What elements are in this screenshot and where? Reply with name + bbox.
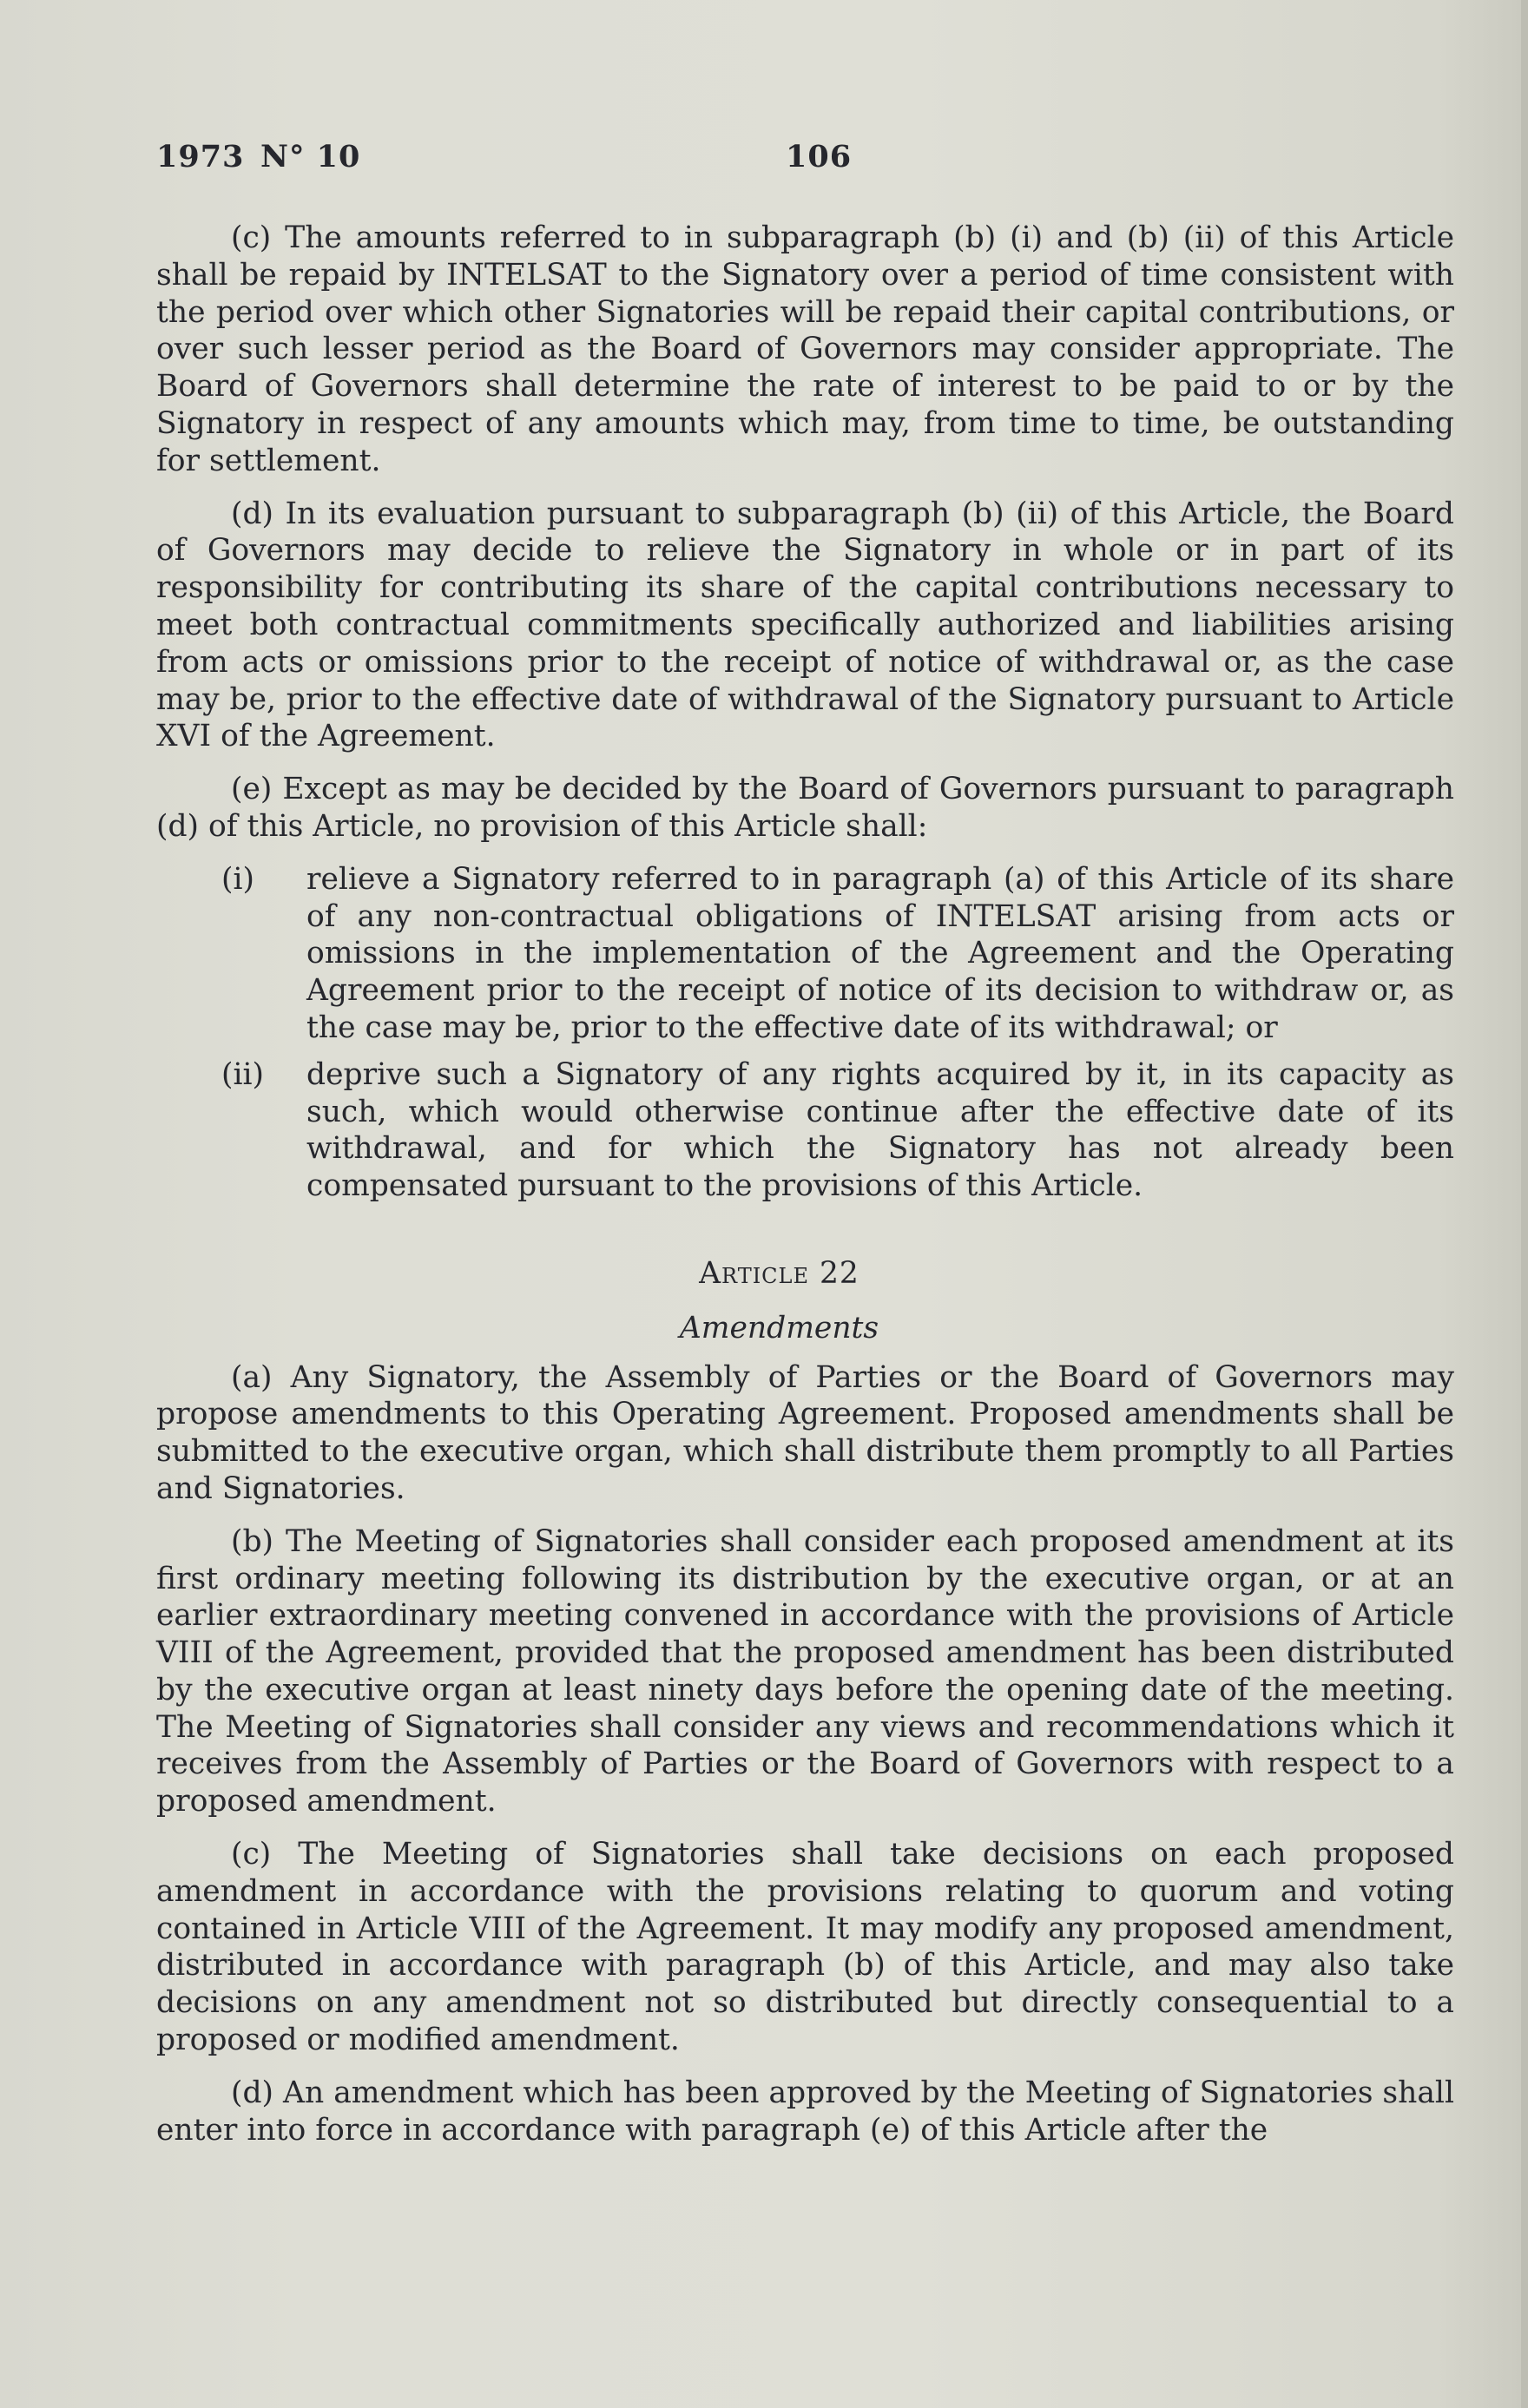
paragraph-d: (d) In its evaluation pursuant to subparagraph (b) (ii) of this Article, the Board of Governors may decide to relieve the Signatory in whole or in part of its responsibility for contributing its share of the capital contributions necessary to meet both contractual commitments specifically authorized and liabilities arising from acts or omissions prior to the receipt of notice of withdrawal or, as the case may be, prior to the effective date of withdrawal of the Signatory pursuant to Article XVI of the Agreement.	[156, 496, 1454, 754]
article-heading: Article 22	[699, 1255, 860, 1291]
list-item-text: deprive such a Signatory of any rights acquired by it, in its capacity as such, which would otherwise continue after the effective date of its withdrawal, and for which the Signatory has not already been compensated pursuant to the provisions of this Article.	[306, 1056, 1454, 1204]
document-body	[156, 220, 1454, 2164]
paragraph-c: (c) The amounts referred to in subparagraph (b) (i) and (b) (ii) of this Article shall be repaid by INTELSAT to the Signatory over a period of time consistent with the period over which other Signatories will be repaid their capital contributions, or over such lesser period as the Board of Governors may consider appropriate. The Board of Governors shall determine the rate of interest to be paid to or by the Signatory in respect of any amounts which may, from time to time, be outstanding for settlement.	[156, 220, 1454, 478]
header-number: N° 10	[260, 139, 361, 174]
page-edge	[1521, 0, 1528, 2408]
paragraph-e: (e) Except as may be decided by the Board of Governors pursuant to paragraph (d) of this Article, no provision of this Article shall:	[156, 772, 1454, 844]
amendment-paragraph-d: (d) An amendment which has been approved by the Meeting of Signatories shall enter into force in accordance with paragraph (e) of this Article after the	[156, 2075, 1454, 2148]
article-subheading: Amendments	[679, 1310, 879, 1345]
list-item-label: (i)	[221, 861, 254, 897]
list-item	[156, 861, 1454, 1047]
amendment-paragraph-b: (b) The Meeting of Signatories shall consider each proposed amendment at its first ordinary meeting following its distribution by the executive organ, or at an earlier extraordinary meeting convened in accordance with the provisions of Article VIII of the Agreement, provided that the proposed amendment has been distributed by the executive organ at least ninety days before the opening date of the meeting. The Meeting of Signatories shall consider any views and recommendations which it receives from the Assembly of Parties or the Board of Governors with respect to a proposed amendment.	[156, 1523, 1454, 1819]
list-item-text: relieve a Signatory referred to in paragraph (a) of this Article of its share of any non-contractual obligations of INTELSAT arising from acts or omissions in the implementation of the Agreement and the Operating Agreement prior to the receipt of notice of its decision to withdraw or, as the case may be, prior to the effective date of its withdrawal; or	[306, 861, 1454, 1045]
list-item-label: (ii)	[221, 1056, 264, 1092]
amendment-paragraph-a: (a) Any Signatory, the Assembly of Parties or the Board of Governors may propose amendments to this Operating Agreement. Proposed amendments shall be submitted to the executive organ, which shall distribute them promptly to all Parties and Signatories.	[156, 1359, 1454, 1506]
page-number: 106	[786, 139, 853, 174]
page-header	[156, 139, 1459, 182]
list-item	[156, 1056, 1454, 1205]
amendment-paragraph-c: (c) The Meeting of Signatories shall take decisions on each proposed amendment in accordance with the provisions relating to quorum and voting contained in Article VIII of the Agreement. It may modify any proposed amendment, distributed in accordance with paragraph (b) of this Article, and may also take decisions on any amendment not so distributed but directly consequential to a proposed or modified amendment.	[156, 1837, 1454, 2058]
header-year: 1973	[156, 139, 245, 174]
